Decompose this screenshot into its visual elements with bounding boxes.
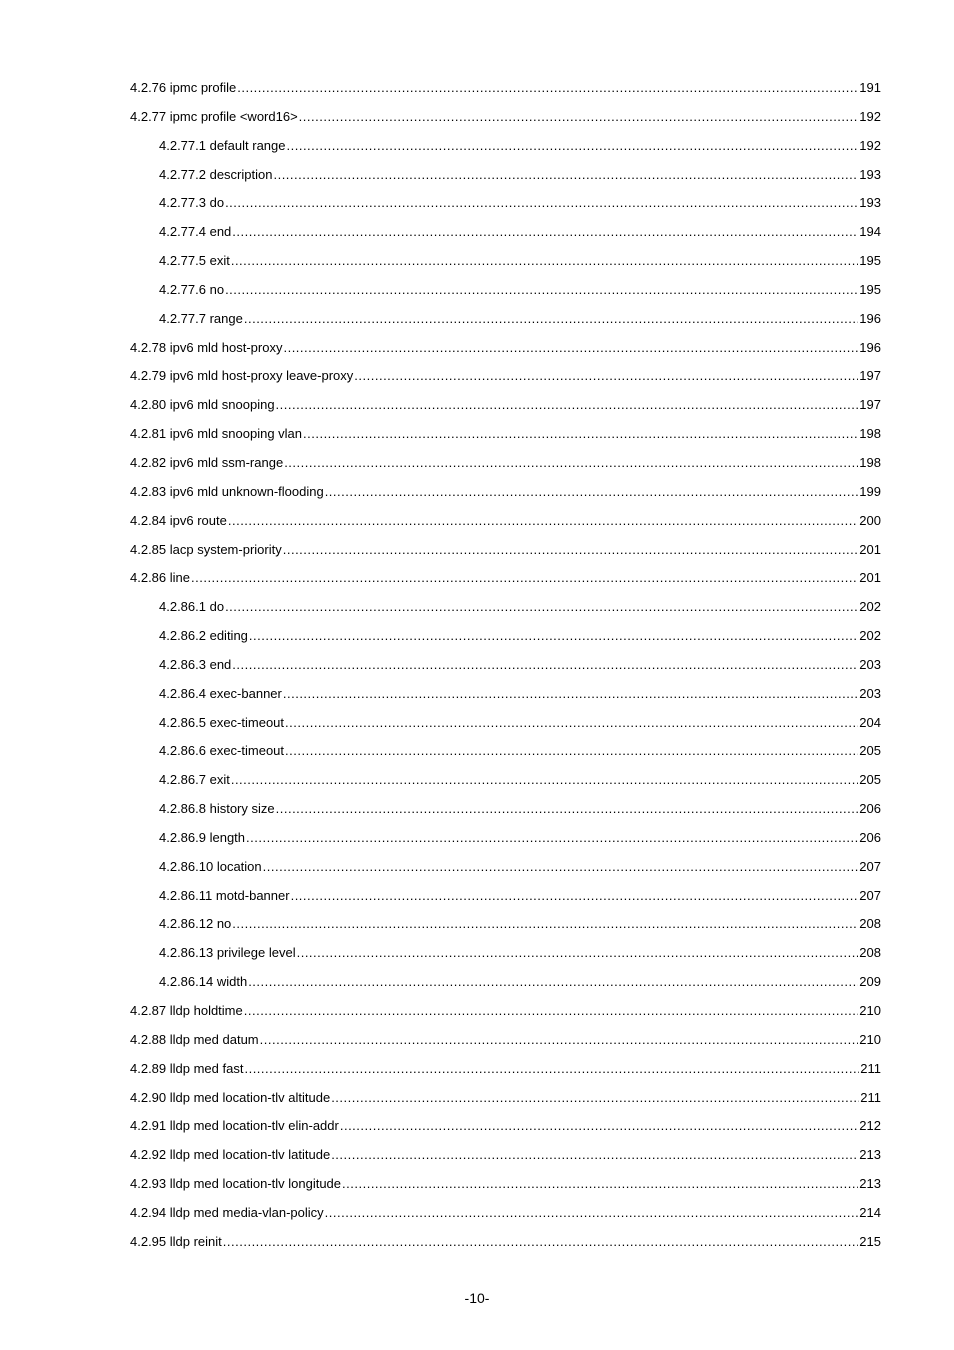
dot-leader xyxy=(231,770,858,790)
toc-entry-title: 4.2.77.3 do xyxy=(159,195,225,211)
toc-entry[interactable] xyxy=(130,78,881,107)
toc-entry[interactable] xyxy=(130,943,881,972)
dot-leader xyxy=(340,1116,858,1136)
toc-entry-page: 192 xyxy=(859,108,881,124)
toc-entry-page: 198 xyxy=(859,426,881,442)
toc-entry-title: 4.2.86.7 exit xyxy=(159,772,230,788)
dot-leader xyxy=(283,684,858,704)
toc-entry-title: 4.2.94 lldp med media-vlan-policy xyxy=(130,1204,324,1220)
toc-entry-page: 211 xyxy=(860,1060,881,1076)
toc-entry-page: 193 xyxy=(859,195,881,211)
toc-entry-title: 4.2.82 ipv6 mld ssm-range xyxy=(130,454,284,470)
toc-entry[interactable] xyxy=(130,713,881,742)
toc-entry[interactable] xyxy=(130,1088,881,1117)
toc-entry-title: 4.2.90 lldp med location-tlv altitude xyxy=(130,1089,331,1105)
toc-entry-page: 202 xyxy=(859,599,881,615)
dot-leader xyxy=(225,193,858,213)
toc-entry[interactable] xyxy=(130,251,881,280)
toc-entry[interactable] xyxy=(130,799,881,828)
toc-entry-title: 4.2.77.5 exit xyxy=(159,253,230,269)
toc-entry[interactable] xyxy=(130,741,881,770)
toc-entry[interactable] xyxy=(130,1001,881,1030)
toc-entry-page: 203 xyxy=(859,656,881,672)
toc-entry[interactable] xyxy=(130,338,881,367)
toc-entry-page: 191 xyxy=(859,80,881,95)
toc-entry[interactable] xyxy=(130,366,881,395)
dot-leader xyxy=(285,713,858,733)
toc-entry[interactable] xyxy=(130,1116,881,1145)
toc-entry-title: 4.2.93 lldp med location-tlv longitude xyxy=(130,1176,342,1192)
dot-leader xyxy=(228,511,858,531)
toc-entry-title: 4.2.79 ipv6 mld host-proxy leave-proxy xyxy=(130,368,354,384)
toc-entry-page: 211 xyxy=(860,1089,881,1105)
toc-entry[interactable] xyxy=(130,1030,881,1059)
toc-entry-page: 197 xyxy=(859,397,881,413)
toc-entry[interactable] xyxy=(130,828,881,857)
dot-leader xyxy=(232,222,858,242)
toc-entry-title: 4.2.84 ipv6 route xyxy=(130,512,227,528)
toc-entry[interactable] xyxy=(130,1174,881,1203)
toc-entry-title: 4.2.88 lldp med datum xyxy=(130,1031,259,1047)
dot-leader xyxy=(191,568,858,588)
toc-entry-title: 4.2.92 lldp med location-tlv latitude xyxy=(130,1147,331,1163)
toc-entry-title: 4.2.86.4 exec-banner xyxy=(159,685,282,701)
toc-entry[interactable] xyxy=(130,280,881,309)
toc-entry[interactable] xyxy=(130,193,881,222)
toc-entry-page: 196 xyxy=(859,310,881,326)
toc-entry[interactable] xyxy=(130,309,881,338)
toc-entry-title: 4.2.78 ipv6 mld host-proxy xyxy=(130,339,283,355)
dot-leader xyxy=(276,799,859,819)
toc-entry-title: 4.2.86.2 editing xyxy=(159,628,248,644)
toc-entry-title: 4.2.76 ipmc profile xyxy=(130,80,237,95)
dot-leader xyxy=(325,1203,859,1223)
dot-leader xyxy=(223,1232,859,1252)
dot-leader xyxy=(248,972,858,992)
toc-entry-page: 196 xyxy=(859,339,881,355)
toc-entry-page: 192 xyxy=(859,137,881,153)
dot-leader xyxy=(276,395,859,415)
toc-entry-title: 4.2.91 lldp med location-tlv elin-addr xyxy=(130,1118,339,1134)
dot-leader xyxy=(225,597,858,617)
toc-entry-page: 213 xyxy=(859,1176,881,1192)
dot-leader xyxy=(237,78,858,98)
toc-entry-title: 4.2.87 lldp holdtime xyxy=(130,1003,243,1018)
dot-leader xyxy=(331,1145,858,1165)
toc-entry-page: 205 xyxy=(859,743,881,759)
toc-entry-title: 4.2.77 ipmc profile <word16> xyxy=(130,108,298,124)
dot-leader xyxy=(354,366,858,386)
table-of-contents xyxy=(130,78,881,1261)
toc-entry-title: 4.2.80 ipv6 mld snooping xyxy=(130,397,275,413)
toc-entry-title: 4.2.86.13 privilege level xyxy=(159,945,296,961)
toc-entry[interactable] xyxy=(130,453,881,482)
dot-leader xyxy=(291,886,859,906)
dot-leader xyxy=(284,453,858,473)
toc-entry-title: 4.2.77.7 range xyxy=(159,310,243,326)
toc-entry-page: 206 xyxy=(859,829,881,845)
toc-entry[interactable] xyxy=(130,482,881,511)
toc-entry-title: 4.2.95 lldp reinit xyxy=(130,1233,222,1249)
toc-entry-title: 4.2.86.3 end xyxy=(159,656,232,672)
toc-entry-page: 197 xyxy=(859,368,881,384)
toc-entry[interactable] xyxy=(130,655,881,684)
toc-entry-page: 209 xyxy=(859,974,881,990)
toc-entry-page: 213 xyxy=(859,1147,881,1163)
toc-entry-title: 4.2.83 ipv6 mld unknown-flooding xyxy=(130,483,324,499)
toc-entry[interactable] xyxy=(130,914,881,943)
toc-entry-page: 215 xyxy=(859,1233,881,1249)
toc-entry[interactable] xyxy=(130,857,881,886)
dot-leader xyxy=(232,655,858,675)
toc-entry-page: 195 xyxy=(859,281,881,297)
toc-entry[interactable] xyxy=(130,1059,881,1088)
dot-leader xyxy=(231,251,858,271)
toc-entry-title: 4.2.86.12 no xyxy=(159,916,232,932)
dot-leader xyxy=(283,540,859,560)
toc-entry[interactable] xyxy=(130,770,881,799)
dot-leader xyxy=(225,280,858,300)
toc-entry-title: 4.2.77.2 description xyxy=(159,166,273,182)
toc-entry-title: 4.2.86.1 do xyxy=(159,599,225,615)
dot-leader xyxy=(342,1174,858,1194)
dot-leader xyxy=(273,165,858,185)
toc-entry-page: 208 xyxy=(859,945,881,961)
toc-entry-title: 4.2.77.4 end xyxy=(159,224,232,240)
dot-leader xyxy=(325,482,859,502)
dot-leader xyxy=(283,338,858,358)
toc-entry-page: 198 xyxy=(859,454,881,470)
dot-leader xyxy=(285,741,858,761)
toc-entry-title: 4.2.86 line xyxy=(130,570,190,586)
toc-entry-title: 4.2.86.9 length xyxy=(159,829,246,845)
toc-entry[interactable] xyxy=(130,972,881,1001)
toc-entry[interactable] xyxy=(130,424,881,453)
toc-entry[interactable] xyxy=(130,165,881,194)
dot-leader xyxy=(303,424,858,444)
toc-entry[interactable] xyxy=(130,395,881,424)
toc-entry[interactable] xyxy=(130,136,881,165)
dot-leader xyxy=(297,943,859,963)
toc-entry[interactable] xyxy=(130,107,881,136)
toc-entry-title: 4.2.85 lacp system-priority xyxy=(130,541,282,557)
dot-leader xyxy=(263,857,859,877)
toc-entry-page: 205 xyxy=(859,772,881,788)
toc-entry-title: 4.2.86.10 location xyxy=(159,858,262,874)
toc-entry-page: 199 xyxy=(859,483,881,499)
dot-leader xyxy=(331,1088,859,1108)
dot-leader xyxy=(287,136,859,156)
page-number: -10- xyxy=(464,1290,490,1306)
toc-entry-title: 4.2.77.1 default range xyxy=(159,137,286,153)
dot-leader xyxy=(260,1030,859,1050)
toc-entry-page: 193 xyxy=(859,166,881,182)
dot-leader xyxy=(249,626,858,646)
toc-entry-page: 210 xyxy=(859,1003,881,1018)
toc-entry-page: 212 xyxy=(859,1118,881,1134)
toc-entry-page: 210 xyxy=(859,1031,881,1047)
toc-entry-page: 194 xyxy=(859,224,881,240)
toc-entry-page: 207 xyxy=(859,858,881,874)
toc-entry-page: 202 xyxy=(859,628,881,644)
toc-entry[interactable] xyxy=(130,626,881,655)
toc-entry[interactable] xyxy=(130,222,881,251)
dot-leader xyxy=(244,1001,859,1021)
toc-entry-page: 207 xyxy=(859,887,881,903)
toc-entry-title: 4.2.86.6 exec-timeout xyxy=(159,743,285,759)
toc-entry-page: 204 xyxy=(859,714,881,730)
dot-leader xyxy=(299,107,859,127)
toc-entry-title: 4.2.77.6 no xyxy=(159,281,225,297)
toc-entry[interactable] xyxy=(130,886,881,915)
toc-entry-title: 4.2.86.5 exec-timeout xyxy=(159,714,285,730)
toc-entry[interactable] xyxy=(130,597,881,626)
toc-entry-page: 203 xyxy=(859,685,881,701)
toc-entry-page: 195 xyxy=(859,253,881,269)
toc-entry-title: 4.2.86.14 width xyxy=(159,974,248,990)
toc-entry[interactable] xyxy=(130,568,881,597)
toc-entry[interactable] xyxy=(130,1203,881,1232)
toc-entry[interactable] xyxy=(130,1145,881,1174)
dot-leader xyxy=(246,828,858,848)
toc-entry[interactable] xyxy=(130,1232,881,1261)
dot-leader xyxy=(244,309,858,329)
toc-entry-page: 201 xyxy=(859,570,881,586)
toc-entry-title: 4.2.81 ipv6 mld snooping vlan xyxy=(130,426,303,442)
toc-entry[interactable] xyxy=(130,511,881,540)
dot-leader xyxy=(244,1059,859,1079)
toc-entry-page: 200 xyxy=(859,512,881,528)
toc-entry-page: 206 xyxy=(859,801,881,817)
toc-entry[interactable] xyxy=(130,540,881,569)
toc-entry-page: 201 xyxy=(859,541,881,557)
toc-entry-title: 4.2.86.8 history size xyxy=(159,801,275,817)
toc-entry-title: 4.2.86.11 motd-banner xyxy=(159,887,290,903)
toc-entry-page: 214 xyxy=(859,1204,881,1220)
dot-leader xyxy=(232,914,858,934)
toc-entry-page: 208 xyxy=(859,916,881,932)
toc-entry[interactable] xyxy=(130,684,881,713)
toc-entry-title: 4.2.89 lldp med fast xyxy=(130,1060,244,1076)
